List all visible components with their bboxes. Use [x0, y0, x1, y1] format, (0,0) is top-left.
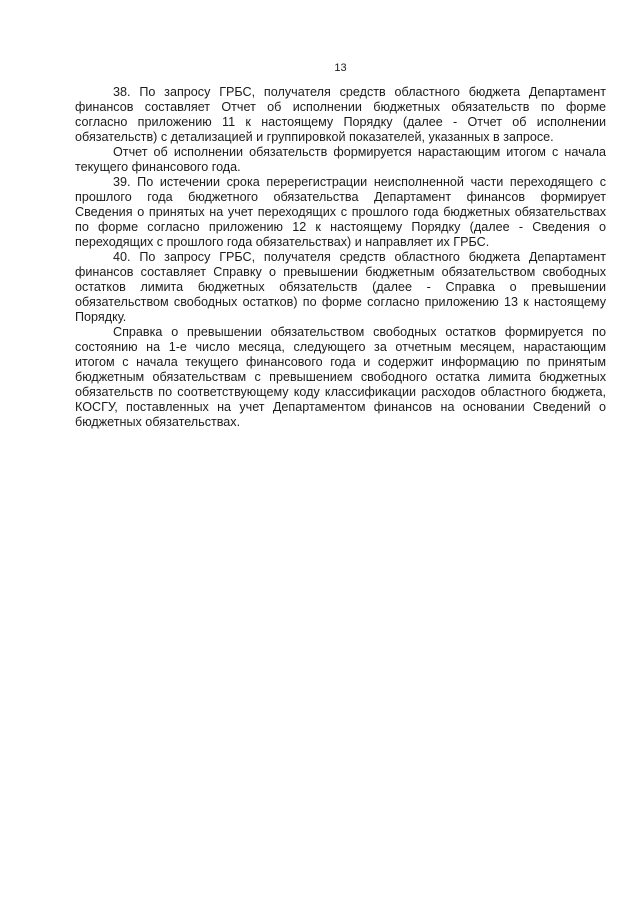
text-line: финансов составляет Отчет об исполнении бюджетных обязательств по форме	[75, 100, 606, 114]
body-text	[75, 85, 606, 430]
text-line: по форме согласно приложению 12 к настоящему Порядку (далее - Сведения о	[75, 220, 606, 234]
text-line: остатков лимита бюджетных обязательств (далее - Справка о превышении	[75, 280, 606, 294]
text-line: 39. По истечении срока перерегистрации неисполненной части переходящего с	[113, 175, 606, 189]
text-line: согласно приложению 11 к настоящему Порядку (далее - Отчет об исполнении	[75, 115, 606, 129]
paragraph-38-continuation	[75, 145, 606, 175]
paragraph-40	[75, 250, 606, 325]
text-line: бюджетных обязательствах.	[75, 415, 241, 429]
text-line: переходящих с прошлого года обязательствах) и направляет их ГРБС.	[75, 235, 490, 249]
paragraph-40-continuation	[75, 325, 606, 430]
text-line: текущего финансового года.	[75, 160, 241, 174]
text-line: 38. По запросу ГРБС, получателя средств областного бюджета Департамент	[113, 85, 606, 99]
text-line: состоянию на 1-е число месяца, следующего за отчетным месяцем, нарастающим	[75, 340, 606, 354]
text-line: прошлого года бюджетного обязательства Департамент финансов формирует	[75, 190, 606, 204]
text-line: Сведения о принятых на учет переходящих с прошлого года бюджетных обязательствах	[75, 205, 606, 219]
text-line: обязательством свободных остатков) по форме согласно приложению 13 к настоящему	[75, 295, 606, 309]
paragraph-38	[75, 85, 606, 145]
paragraph-39	[75, 175, 606, 250]
text-line: Порядку.	[75, 310, 127, 324]
text-line: обязательств по соответствующему коду классификации расходов областного бюджета,	[75, 385, 606, 399]
page-number: 13	[334, 62, 347, 74]
text-line: итогом с начала текущего финансового года и содержит информацию по принятым	[75, 355, 606, 369]
text-line: КОСГУ, поставленных на учет Департаментом финансов на основании Сведений о	[75, 400, 606, 414]
text-line: Отчет об исполнении обязательств формируется нарастающим итогом с начала	[113, 145, 606, 159]
text-line: финансов составляет Справку о превышении бюджетным обязательством свободных	[75, 265, 606, 279]
text-line: обязательств) с детализацией и группировкой показателей, указанных в запросе.	[75, 130, 554, 144]
text-line: бюджетным обязательствам с превышением свободного остатка лимита бюджетных	[75, 370, 606, 384]
text-line: 40. По запросу ГРБС, получателя средств областного бюджета Департамент	[113, 250, 606, 264]
text-line: Справка о превышении обязательством свободных остатков формируется по	[113, 325, 606, 339]
